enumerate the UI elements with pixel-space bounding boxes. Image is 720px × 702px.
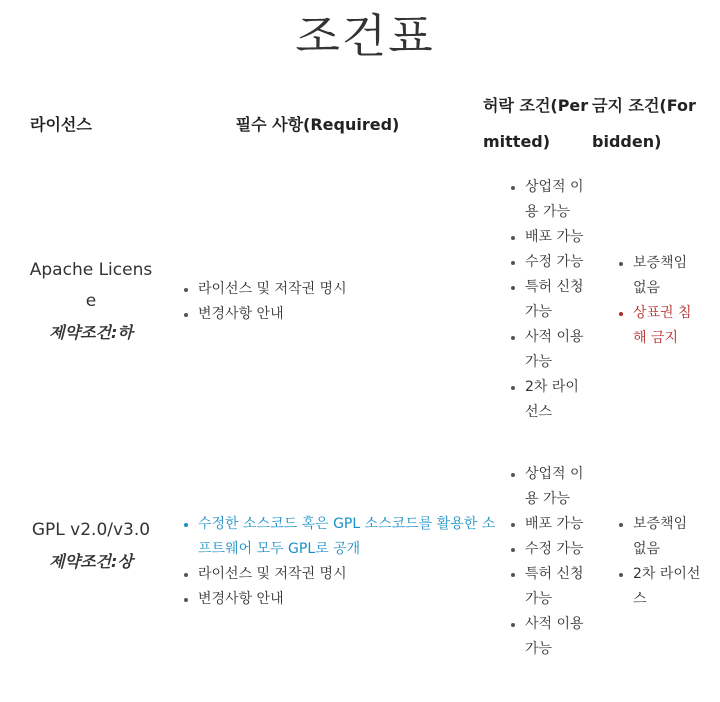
page-title: 조건표 — [295, 9, 435, 63]
header-required: 필수 사항(Required) — [235, 115, 400, 134]
list-item: 사적 이용 가능 — [525, 325, 587, 375]
license-cell-gpl — [28, 515, 154, 577]
list-item: 특허 신청 가능 — [525, 275, 587, 325]
list-item: 보증책임 없음 — [633, 251, 703, 301]
list-item: 사적 이용 가능 — [525, 612, 587, 662]
list-item: 수정한 소스코드 혹은 GPL 소스코드를 활용한 소프트웨어 모두 GPL로 공개 — [198, 512, 498, 562]
list-item: 2차 라이선스 — [633, 562, 703, 612]
header-permitted: 허락 조건(Permitted) — [483, 96, 589, 151]
required-list-apache — [180, 277, 498, 327]
restriction-label: 제약조건:상 — [49, 552, 133, 571]
list-item: 상표권 침해 금지 — [633, 301, 703, 351]
restriction-label: 제약조건:하 — [49, 323, 133, 342]
list-item: 라이선스 및 저작권 명시 — [198, 562, 498, 587]
permitted-list-gpl — [507, 462, 587, 662]
list-item: 변경사항 안내 — [198, 587, 498, 612]
list-item: 배포 가능 — [525, 512, 587, 537]
list-item: 2차 라이선스 — [525, 375, 587, 425]
list-item: 수정 가능 — [525, 537, 587, 562]
forbidden-list-gpl — [615, 512, 703, 612]
list-item: 상업적 이용 가능 — [525, 462, 587, 512]
list-item: 수정 가능 — [525, 250, 587, 275]
list-item: 라이선스 및 저작권 명시 — [198, 277, 498, 302]
list-item: 변경사항 안내 — [198, 302, 498, 327]
license-name: Apache License — [29, 260, 153, 311]
header-license: 라이선스 — [30, 115, 92, 134]
header-forbidden: 금지 조건(Forbidden) — [592, 96, 696, 151]
list-item: 배포 가능 — [525, 225, 587, 250]
required-list-gpl — [180, 512, 498, 612]
list-item: 특허 신청 가능 — [525, 562, 587, 612]
list-item: 보증책임 없음 — [633, 512, 703, 562]
license-name: GPL v2.0/v3.0 — [31, 520, 151, 540]
license-cell-apache — [28, 255, 154, 348]
permitted-list-apache — [507, 175, 587, 425]
list-item: 상업적 이용 가능 — [525, 175, 587, 225]
forbidden-list-apache — [615, 251, 703, 351]
